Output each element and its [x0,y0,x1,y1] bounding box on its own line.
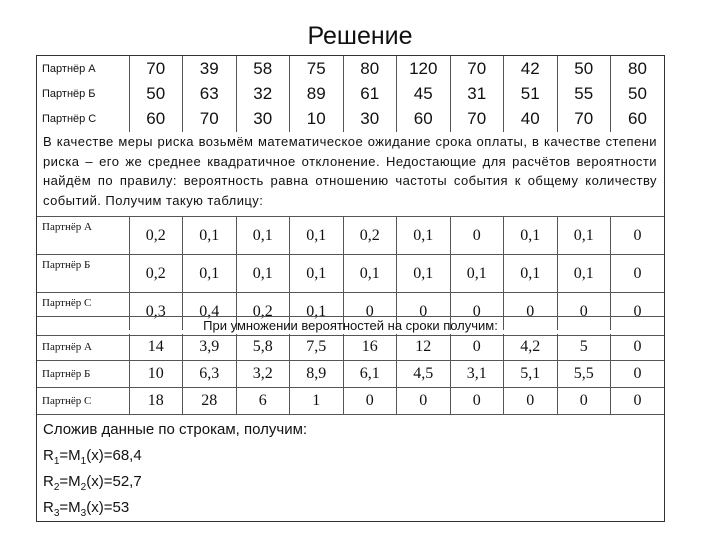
table-cell: 0,1 [557,255,611,293]
table-cell: 28 [183,388,237,415]
summary-intro: Сложив данные по строкам, получим: [43,421,308,438]
table-cell: 0,1 [557,217,611,255]
table-cell: 60 [397,107,451,132]
table-cell: 0,1 [504,255,558,293]
table-cell: 10 [129,361,183,388]
table-cell: 58 [236,56,290,81]
table-cell: 0 [397,388,451,415]
table-cell: 6,1 [343,361,397,388]
summary-box [37,413,664,521]
summary-line-3: $R_3=M_3(x)=53$ [43,499,130,519]
summary-line-1: $R_1=M_1(x)=68,4$ [43,447,142,467]
table-row [37,56,664,81]
table-cell: 0 [504,388,558,415]
row-label: Партнёр А [37,334,129,361]
row-label: Партнёр А [37,56,129,81]
table-cell: 0,1 [236,217,290,255]
table-cell: 16 [343,334,397,361]
row-label: Партнёр Б [37,361,129,388]
table-cell: 70 [129,56,183,81]
table-cell: 30 [236,107,290,132]
table-cell: 0,1 [236,255,290,293]
table-cell: 0,1 [504,217,558,255]
table-cell: 0 [611,388,665,415]
table-cell: 63 [183,81,237,106]
table-cell: 50 [557,56,611,81]
summary-line-2: $R_2=M_2(x)=52,7$ [43,473,142,493]
table-cell: 50 [129,81,183,106]
table-cell: 0 [343,293,397,331]
table-row [37,81,664,106]
row-label: Партнёр Б [37,81,129,106]
table-cell: 30 [343,107,397,132]
table-cell: 0 [611,217,665,255]
table-cell: 80 [343,56,397,81]
table-cell: 60 [129,107,183,132]
table-cell: 0,1 [343,255,397,293]
table-cell: 0 [611,334,665,361]
table-cell: 70 [450,56,504,81]
table-cell: 0 [397,293,451,331]
table-cell: 0 [557,388,611,415]
table-cell: 70 [557,107,611,132]
table-cell: 32 [236,81,290,106]
row-label: Партнёр А [37,217,129,255]
table-cell: 39 [183,56,237,81]
table-cell: 6 [236,388,290,415]
table-cell: 0 [450,388,504,415]
page-title: Решение [307,22,413,50]
table-cell: 0 [450,217,504,255]
table-cell: 31 [450,81,504,106]
table-cell: 0 [450,334,504,361]
table-row [37,107,664,132]
table-cell: 0,1 [183,255,237,293]
solution-frame [36,55,665,522]
middle-caption: При умножении вероятностей на сроки получим: [37,316,664,336]
table-cell: 0,1 [183,217,237,255]
row-label: Партнёр С [37,388,129,415]
table-cell: 8,9 [290,361,344,388]
table-row [37,334,664,361]
table-cell: 60 [628,109,647,129]
table-cell: 0 [611,361,665,388]
table-cell: 51 [504,81,558,106]
table-cell: 0,1 [450,255,504,293]
table-cell: 70 [450,107,504,132]
table-cell: 5,1 [504,361,558,388]
table-row [37,255,664,293]
table-cell: 7,5 [290,334,344,361]
table-cell: 0 [450,293,504,331]
table-cell: 40 [504,107,558,132]
table-cell: 18 [129,388,183,415]
table-cell: 14 [129,334,183,361]
table-cell: 4,5 [397,361,451,388]
product-table [37,334,664,415]
table-cell: 4,2 [504,334,558,361]
table-cell: 1 [290,388,344,415]
table-cell: 3,2 [236,361,290,388]
table-cell: 10 [290,107,344,132]
table-cell: 5 [557,334,611,361]
row-label: Партнёр Б [37,255,129,293]
table-cell: 0,2 [236,293,290,331]
table-cell: 0 [611,255,665,293]
table-cell: 120 [397,56,451,81]
table-cell: 0,1 [397,255,451,293]
table-row [37,388,664,415]
table-cell: 0,2 [129,217,183,255]
row-label: Партнёр С [37,293,129,331]
table-row [37,361,664,388]
table-cell: 45 [397,81,451,106]
table-cell: 0,1 [290,255,344,293]
table-cell: 0 [557,293,611,331]
table-cell: 55 [557,81,611,106]
table-cell: 75 [290,56,344,81]
terms-table [37,56,664,132]
table-cell: 0,1 [290,293,344,331]
table-cell: 89 [290,81,344,106]
table-cell: 3,9 [183,334,237,361]
table-cell: 0,2 [343,217,397,255]
table-cell: 0,2 [129,255,183,293]
table-cell: 0 [633,302,642,320]
table-cell: 42 [504,56,558,81]
table-cell: 61 [343,81,397,106]
table-cell: 0,1 [397,217,451,255]
table-cell: 0,3 [129,293,183,331]
table-cell: 0,4 [183,293,237,331]
table-cell: 70 [183,107,237,132]
probability-table [37,216,664,330]
table-cell: 5,8 [236,334,290,361]
table-cell: 0 [343,388,397,415]
table-cell: 5,5 [557,361,611,388]
table-row [37,217,664,255]
table-cell: 12 [397,334,451,361]
table-cell: 0,1 [290,217,344,255]
table-cell: 50 [628,83,647,103]
table-cell: 80 [628,58,647,78]
table-cell: 0 [504,293,558,331]
table-cell: 6,3 [183,361,237,388]
row-label: Партнёр С [37,107,129,132]
explanation-paragraph: В качестве меры риска возьмём математическое ожидание срока оплаты, в качестве степени риска – его же среднее квадратичное отклонение. Недостающие для расчётов вероятности найдём по правилу: вероятность равна отношению частоты события к общему количеству событий. Получим такую таблицу: [43,134,657,208]
table-cell: 3,1 [450,361,504,388]
